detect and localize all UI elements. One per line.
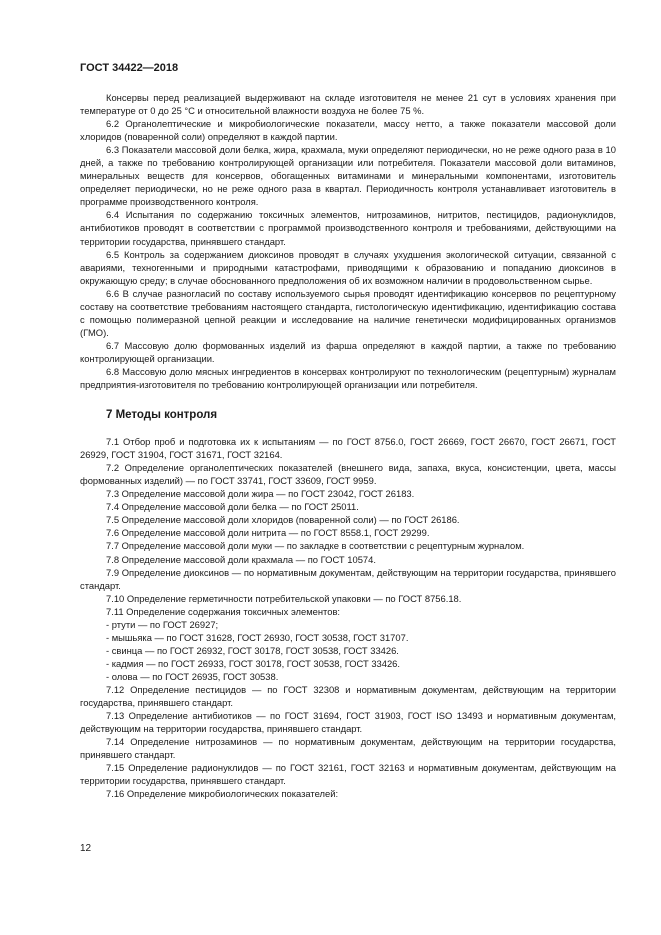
page-number: 12: [80, 843, 92, 854]
paragraph: 7.4 Определение массовой доли белка — по ГОСТ 25011.: [106, 501, 359, 513]
paragraph: 7.14 Определение нитрозаминов — по нормативным документам, действующим на территории государства, принявшего стандарт.: [80, 736, 616, 761]
paragraph: 6.3 Показатели массовой доли белка, жира, крахмала, муки определяют периодически, но не реже одного раза в 10 дней, а также по требованию контролирующей организации или потребителя. Показатели массовой доли витаминов, минеральных веществ для консервов, обогащенных витаминами и минеральными компонентами, изготовитель определяет периодически, но не реже одного раза в квартал. Периодичность контроля устанавливает изготовитель в программе производственного контроля.: [80, 144, 616, 208]
list-item: - кадмия — по ГОСТ 26933, ГОСТ 30178, ГОСТ 30538, ГОСТ 33426.: [106, 657, 400, 669]
paragraph: 6.7 Массовую долю формованных изделий из фарша определяют в каждой партии, а также по требованию контролирующей организации.: [80, 339, 616, 364]
list-item: - мышьяка — по ГОСТ 31628, ГОСТ 26930, ГОСТ 30538, ГОСТ 31707.: [106, 631, 409, 643]
list-item: - олова — по ГОСТ 26935, ГОСТ 30538.: [106, 670, 279, 682]
paragraph: 6.6 В случае разногласий по составу используемого сырья проводят идентификацию консервов по рецептурному составу на соответствие требованиям настоящего стандарта, гистологическую идентификацию, идентификацию состава с помощью полимеразной цепной реакции и исследование на наличие генетически модифицированных организмов (ГМО).: [80, 287, 616, 338]
paragraph: 7.9 Определение диоксинов — по нормативным документам, действующим на территории государства, принявшего стандарт.: [80, 566, 616, 591]
paragraph: 7.6 Определение массовой доли нитрита — по ГОСТ 8558.1, ГОСТ 29299.: [106, 527, 430, 539]
paragraph: 7.13 Определение антибиотиков — по ГОСТ 31694, ГОСТ 31903, ГОСТ ISO 13493 и нормативным документам, действующим на территории государства, принявшего стандарт.: [80, 710, 616, 735]
paragraph: 7.12 Определение пестицидов — по ГОСТ 32308 и нормативным документам, действующим на территории государства, принявшего стандарт.: [80, 683, 616, 709]
paragraph: 7.8 Определение массовой доли крахмала — по ГОСТ 10574.: [106, 553, 376, 565]
paragraph: 7.2 Определение органолептических показателей (внешнего вида, запаха, вкуса, консистенции, цвета, массы формованных изделий) — по ГОСТ 33741, ГОСТ 33609, ГОСТ 9959.: [80, 462, 616, 487]
paragraph: 7.7 Определение массовой доли муки — по закладке в соответствии с рецептурным журналом.: [106, 540, 525, 552]
paragraph: 7.11 Определение содержания токсичных элементов:: [106, 605, 341, 617]
list-item: - свинца — по ГОСТ 26932, ГОСТ 30178, ГОСТ 30538, ГОСТ 33426.: [106, 644, 399, 656]
page-body: [80, 91, 616, 800]
paragraph: 6.8 Массовую долю мясных ингредиентов в консервах контролируют по технологическим (рецептурным) журналам предприятия-изготовителя по требованию контролирующей организации или потребителя.: [80, 365, 616, 391]
paragraph: 6.2 Органолептические и микробиологические показатели, массу нетто, а также показатели массовой доли хлоридов (поваренной соли) определяют в каждой партии.: [80, 118, 616, 143]
paragraph: 6.4 Испытания по содержанию токсичных элементов, нитрозаминов, нитритов, пестицидов, радионуклидов, антибиотиков проводят в соответствии с программой производственного контроля и требованиями, действующими на территории государства, принявшего стандарт.: [80, 209, 616, 247]
document-header: ГОСТ 34422—2018: [80, 62, 179, 74]
paragraph: Консервы перед реализацией выдерживают на складе изготовителя не менее 21 сут в условиях хранения при температуре от 0 до 25 °С и относительной влажности воздуха не более 75 %.: [80, 92, 616, 117]
paragraph: 7.16 Определение микробиологических показателей:: [106, 788, 339, 800]
paragraph: 7.1 Отбор проб и подготовка их к испытаниям — по ГОСТ 8756.0, ГОСТ 26669, ГОСТ 26670, ГОСТ 26671, ГОСТ 26929, ГОСТ 31904, ГОСТ 31671, ГОСТ 32164.: [80, 436, 616, 461]
paragraph: 7.15 Определение радионуклидов — по ГОСТ 32161, ГОСТ 32163 и нормативным документам, действующим на территории государства, принявшего стандарт.: [80, 762, 616, 787]
paragraph: 7.10 Определение герметичности потребительской упаковки — по ГОСТ 8756.18.: [106, 592, 462, 604]
list-item: - ртути — по ГОСТ 26927;: [106, 618, 219, 630]
paragraph: 6.5 Контроль за содержанием диоксинов проводят в случаях ухудшения экологической ситуации, связанной с авариями, техногенными и природными катастрофами, приводящими к образованию и попаданию диоксинов в окружающую среду; в случае обоснованного предположения об их возможном наличии в продовольственном сырье.: [80, 248, 616, 286]
paragraph: 7.5 Определение массовой доли хлоридов (поваренной соли) — по ГОСТ 26186.: [106, 514, 460, 526]
section-heading: 7 Методы контроля: [106, 409, 218, 422]
paragraph: 7.3 Определение массовой доли жира — по ГОСТ 23042, ГОСТ 26183.: [106, 488, 415, 500]
